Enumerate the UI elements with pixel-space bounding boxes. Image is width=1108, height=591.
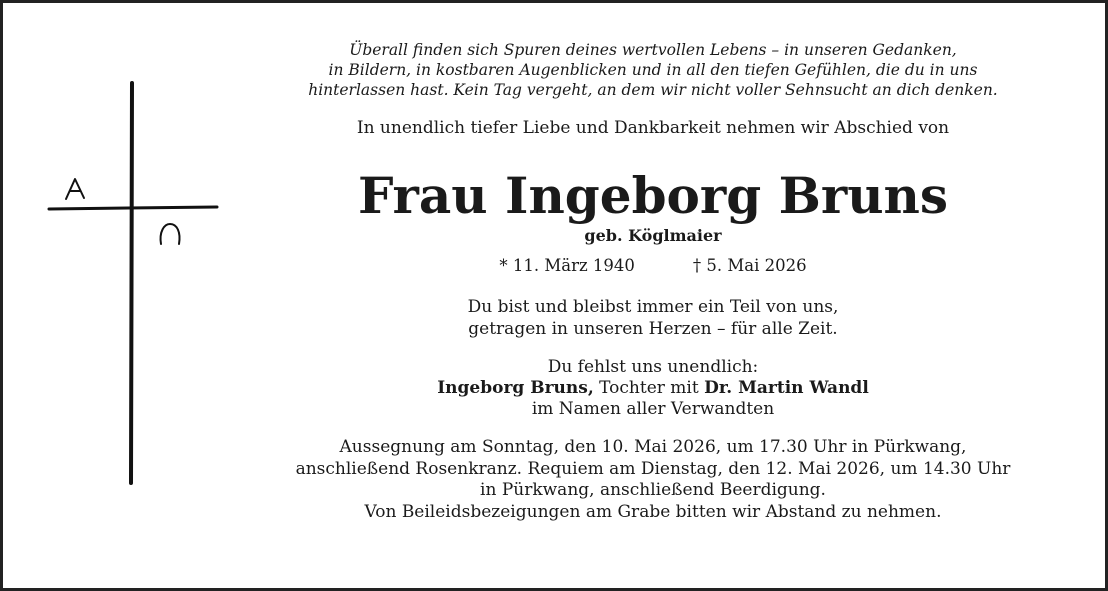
memorial-verse: [253, 296, 1053, 340]
service-line: Von Beileidsbezeigungen am Grabe bitten wir Abstand zu nehmen.: [364, 501, 942, 522]
memorial-quote: [253, 40, 1053, 100]
service-line: anschließend Rosenkranz. Requiem am Dienstag, den 12. Mai 2026, um 14.30 Uhr: [295, 458, 1011, 479]
mourners-block: [253, 357, 1053, 420]
obituary-text: [253, 40, 1053, 523]
birth-name: geb. Köglmaier: [584, 226, 722, 245]
deceased-name: Frau Ingeborg Bruns: [357, 166, 949, 225]
verse-line: getragen in unseren Herzen – für alle Zeit.: [468, 319, 838, 339]
quote-line: in Bildern, in kostbaren Augenblicken und in all den tiefen Gefühlen, die du in uns: [328, 61, 978, 79]
cross-icon: [43, 78, 223, 488]
farewell-intro: In unendlich tiefer Liebe und Dankbarkeit nehmen wir Abschied von: [356, 118, 950, 138]
life-dates: [253, 255, 1053, 277]
alpha-icon: [66, 179, 84, 199]
omega-icon: [161, 224, 180, 244]
quote-line: Überall finden sich Spuren deines wertvollen Lebens – in unseren Gedanken,: [349, 41, 957, 59]
verse-line: Du bist und bleibst immer ein Teil von uns,: [467, 297, 839, 317]
mourner-name: Dr. Martin Wandl: [704, 378, 869, 398]
death-date: † 5. Mai 2026: [692, 256, 807, 275]
cross-vertical-beam: [131, 83, 132, 483]
quote-line: hinterlassen hast. Kein Tag vergeht, an dem wir nicht voller Sehnsucht an dich denken.: [308, 81, 998, 99]
mourners-names: [253, 378, 1053, 399]
cross-horizontal-beam: [49, 207, 217, 209]
mourners-heading: Du fehlst uns unendlich:: [547, 357, 759, 377]
service-line: Aussegnung am Sonntag, den 10. Mai 2026, um 17.30 Uhr in Pürkwang,: [339, 437, 967, 457]
birth-date: * 11. März 1940: [499, 256, 635, 275]
service-line: in Pürkwang, anschließend Beerdigung.: [480, 480, 826, 500]
service-details: [253, 437, 1053, 523]
mourner-name: Ingeborg Bruns,: [437, 378, 594, 398]
mourner-connector: Tochter mit: [593, 378, 705, 398]
mourners-family: im Namen aller Verwandten: [531, 399, 775, 419]
